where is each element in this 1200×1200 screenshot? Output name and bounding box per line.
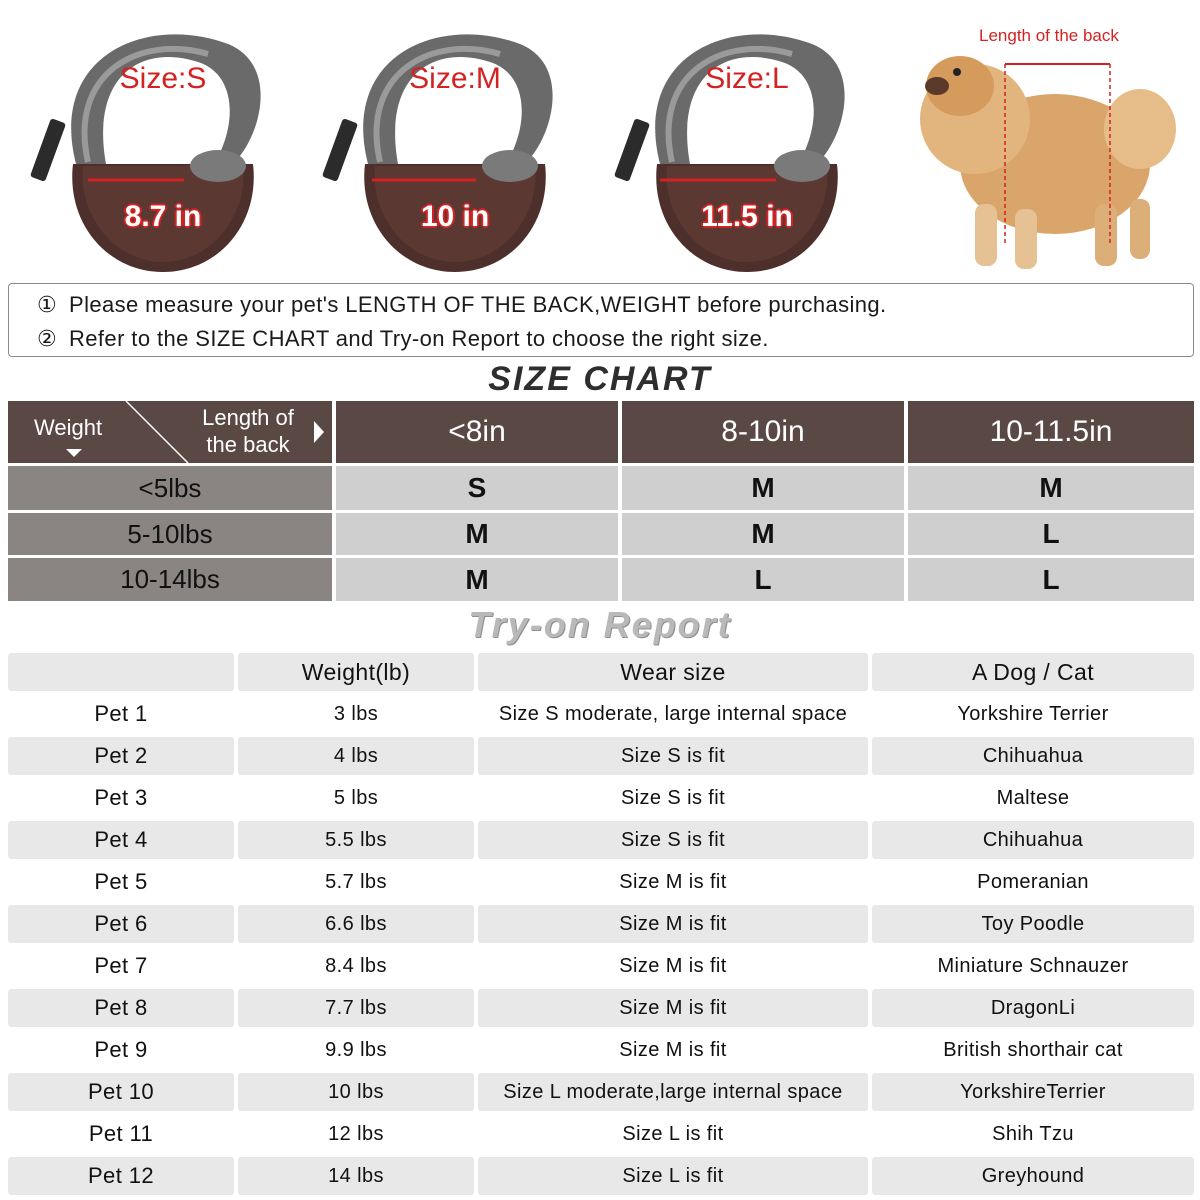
weight-cell: 8.4 lbs	[325, 954, 387, 977]
breed-cell: Miniature Schnauzer	[937, 954, 1129, 977]
wear-size-cell: Size M is fit	[619, 870, 727, 893]
breed-cell: Maltese	[996, 786, 1070, 809]
pet-name-cell: Pet 8	[8, 989, 234, 1027]
wear-size-cell: Size M is fit	[478, 905, 868, 943]
table-row	[8, 987, 1194, 1029]
weight-cell: 5.7 lbs	[325, 870, 387, 893]
size-chart-corner	[8, 401, 332, 463]
size-chart	[8, 401, 1194, 601]
pet-name-cell: Pet 12	[8, 1157, 234, 1195]
bag-length-label: 8.7 in	[124, 200, 202, 233]
length-heading: Length of the back	[202, 405, 294, 457]
note-number: ①	[37, 292, 58, 317]
weight-cell: 3 lbs	[333, 702, 379, 725]
bag-size-label: Size:M	[409, 62, 501, 95]
breed-cell: YorkshireTerrier	[872, 1073, 1194, 1111]
pet-name-cell: Pet 4	[8, 821, 234, 859]
table-row	[8, 1071, 1194, 1113]
row-header: 10-14lbs	[8, 558, 332, 601]
bag-length-label: 11.5 in	[701, 200, 793, 233]
breed-cell: Toy Poodle	[872, 905, 1194, 943]
table-row	[8, 693, 1194, 735]
breed-cell: Pomeranian	[977, 870, 1089, 893]
pet-name-cell: Pet 9	[94, 1037, 148, 1062]
pomeranian-photo	[905, 14, 1195, 276]
size-cell: M	[622, 466, 904, 510]
column-header: 8-10in	[622, 401, 904, 463]
size-chart-title: SIZE CHART	[488, 360, 712, 398]
pet-name-cell: Pet 10	[8, 1073, 234, 1111]
bag-size-label: Size:S	[119, 62, 207, 95]
weight-cell: 5.5 lbs	[238, 821, 474, 859]
dog-image	[905, 14, 1195, 276]
table-row	[8, 819, 1194, 861]
breed-cell: Chihuahua	[872, 821, 1194, 859]
pet-name-cell: Pet 2	[8, 737, 234, 775]
try-on-report-table	[8, 651, 1194, 1197]
table-row	[8, 1113, 1194, 1155]
sling-bag-large	[612, 14, 882, 276]
weight-cell: 10 lbs	[238, 1073, 474, 1111]
wear-size-cell: Size S is fit	[478, 737, 868, 775]
wear-size-cell: Size S moderate, large internal space	[498, 702, 848, 725]
wear-size-cell: Size M is fit	[619, 1038, 727, 1061]
try-on-report-title: Try-on Report	[468, 604, 732, 645]
row-header: <5lbs	[8, 466, 332, 510]
weight-cell: 14 lbs	[238, 1157, 474, 1195]
wear-size-cell: Size L is fit	[478, 1157, 868, 1195]
sling-bag-image	[320, 14, 590, 276]
table-row	[8, 945, 1194, 987]
column-header: 10-11.5in	[908, 401, 1194, 463]
pet-name-cell: Pet 11	[88, 1121, 154, 1146]
breed-cell: DragonLi	[872, 989, 1194, 1027]
pet-name-cell: Pet 5	[94, 869, 148, 894]
row-header: 5-10lbs	[8, 513, 332, 555]
note-measure	[37, 288, 1193, 322]
length-of-back-label: Length of the back	[979, 26, 1119, 45]
pet-name-cell: Pet 3	[94, 785, 148, 810]
breed-cell: Shih Tzu	[992, 1122, 1074, 1145]
note-text: Refer to the SIZE CHART and Try-on Report to choose the right size.	[69, 326, 769, 351]
table-row	[8, 1155, 1194, 1197]
wear-size-cell: Size M is fit	[478, 989, 868, 1027]
size-cell: M	[908, 466, 1194, 510]
table-row	[8, 903, 1194, 945]
size-cell: M	[622, 513, 904, 555]
note-refer	[37, 322, 1193, 356]
weight-cell: 5 lbs	[333, 786, 379, 809]
weight-cell: 7.7 lbs	[238, 989, 474, 1027]
sling-bag-image	[28, 14, 298, 276]
weight-cell: 9.9 lbs	[325, 1038, 387, 1061]
size-cell: S	[336, 466, 618, 510]
weight-cell: 4 lbs	[238, 737, 474, 775]
table-header-row	[8, 651, 1194, 693]
wear-size-cell: Size M is fit	[619, 954, 727, 977]
weight-cell: 12 lbs	[328, 1122, 384, 1145]
wear-size-cell: Size S is fit	[478, 821, 868, 859]
pet-name-cell: Pet 6	[8, 905, 234, 943]
bag-size-label: Size:L	[705, 62, 789, 95]
size-cell: L	[908, 558, 1194, 601]
header-cell-weight: Weight(lb)	[238, 653, 474, 691]
breed-cell: Yorkshire Terrier	[957, 702, 1109, 725]
wear-size-cell: Size S is fit	[620, 786, 726, 809]
header-cell-wear-size: Wear size	[478, 653, 868, 691]
table-row	[8, 735, 1194, 777]
note-number: ②	[37, 326, 58, 351]
sling-bag-medium	[320, 14, 590, 276]
weight-heading: Weight	[34, 415, 103, 440]
size-cell: M	[336, 513, 618, 555]
wear-size-cell: Size L is fit	[622, 1122, 724, 1145]
header-cell-pet	[8, 653, 234, 691]
breed-cell: Chihuahua	[872, 737, 1194, 775]
size-cell: L	[622, 558, 904, 601]
breed-cell: British shorthair cat	[943, 1038, 1123, 1061]
table-row	[8, 777, 1194, 819]
product-strip	[0, 0, 1200, 282]
wear-size-cell: Size L moderate,large internal space	[478, 1073, 868, 1111]
size-cell: M	[336, 558, 618, 601]
breed-cell: Greyhound	[872, 1157, 1194, 1195]
measurement-notes	[8, 283, 1194, 357]
sling-bag-small	[28, 14, 298, 276]
table-row	[8, 1029, 1194, 1071]
pet-name-cell: Pet 7	[94, 953, 148, 978]
column-header: <8in	[336, 401, 618, 463]
pet-name-cell: Pet 1	[94, 701, 148, 726]
bag-length-label: 10 in	[420, 200, 490, 233]
sling-bag-image	[612, 14, 882, 276]
note-text: Please measure your pet's LENGTH OF THE BACK,WEIGHT before purchasing.	[69, 292, 887, 317]
weight-cell: 6.6 lbs	[238, 905, 474, 943]
size-cell: L	[908, 513, 1194, 555]
header-cell-breed: A Dog / Cat	[872, 653, 1194, 691]
table-row	[8, 861, 1194, 903]
table-body	[8, 693, 1194, 1197]
